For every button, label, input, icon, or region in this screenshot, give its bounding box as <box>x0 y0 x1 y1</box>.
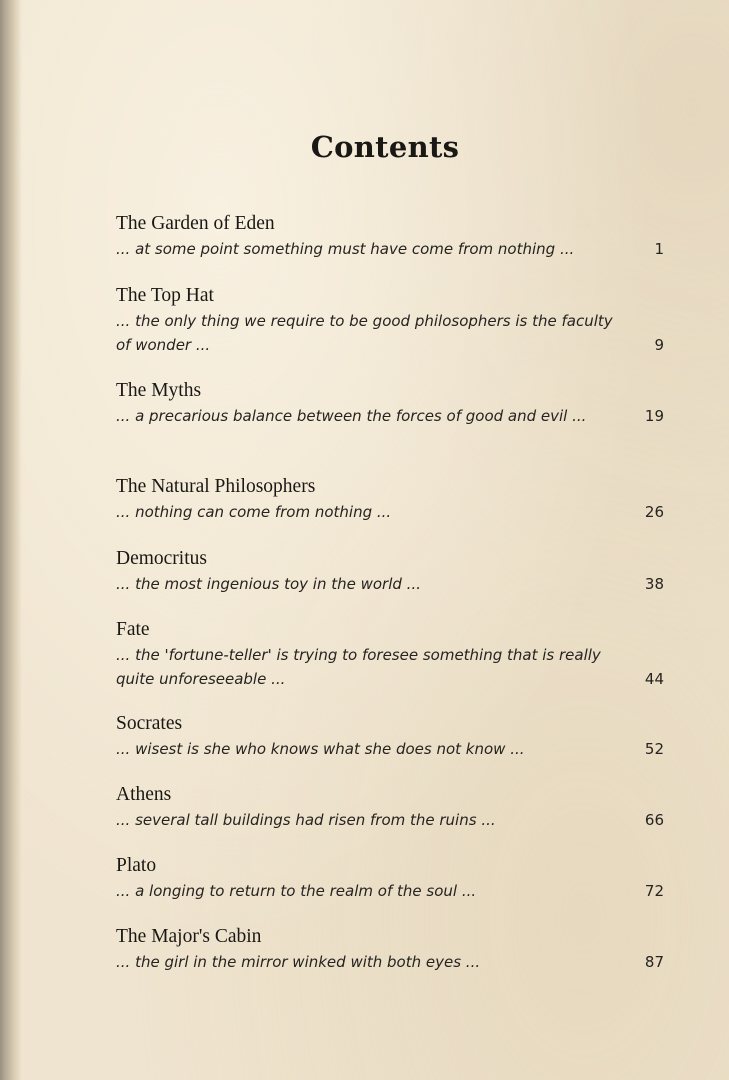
chapter-quote: ... nothing can come from nothing ... <box>116 503 392 521</box>
chapter-title: Socrates <box>116 713 183 734</box>
page-number: 1 <box>654 240 664 258</box>
page-number: 52 <box>644 740 664 758</box>
page-number: 44 <box>644 670 664 688</box>
page-number: 9 <box>654 336 664 354</box>
page-title: Contents <box>310 130 460 164</box>
chapter-quote: ... the girl in the mirror winked with both eyes ... <box>116 953 481 971</box>
page-number: 72 <box>644 882 664 900</box>
chapter-quote: ... at some point something must have come from nothing ... <box>116 240 575 258</box>
chapter-title: Democritus <box>116 548 207 569</box>
toc-entry <box>116 854 664 903</box>
chapter-title: The Top Hat <box>116 285 214 306</box>
toc-entry <box>116 547 664 596</box>
chapter-title: The Major's Cabin <box>116 926 262 947</box>
toc-entry <box>116 925 664 974</box>
chapter-quote: ... a longing to return to the realm of the soul ... <box>116 882 477 900</box>
page-number: 26 <box>644 503 664 521</box>
toc-entry <box>116 618 664 691</box>
toc-entry <box>116 783 664 832</box>
page-number: 87 <box>644 953 664 971</box>
toc-entry <box>116 212 664 261</box>
chapter-title: The Natural Philosophers <box>116 476 316 497</box>
page-number: 19 <box>644 407 664 425</box>
page-number: 66 <box>644 811 664 829</box>
chapter-title: Plato <box>116 855 157 876</box>
chapter-title: Athens <box>116 784 172 805</box>
toc-entry <box>116 712 664 761</box>
chapter-title: The Myths <box>116 380 202 401</box>
chapter-quote: ... several tall buildings had risen from the ruins ... <box>116 811 496 829</box>
chapter-quote: ... the 'fortune-teller' is trying to foresee something that is really quite unforeseeable ... <box>116 646 601 688</box>
toc-entry <box>116 379 664 428</box>
chapter-quote: ... a precarious balance between the forces of good and evil ... <box>116 407 587 425</box>
chapter-title: The Garden of Eden <box>116 213 275 234</box>
chapter-title: Fate <box>116 619 150 640</box>
chapter-quote: ... the most ingenious toy in the world ... <box>116 575 421 593</box>
toc-entry <box>116 284 664 357</box>
chapter-quote: ... wisest is she who knows what she does not know ... <box>116 740 525 758</box>
chapter-quote: ... the only thing we require to be good philosophers is the faculty of wonder ... <box>116 312 613 354</box>
toc-entry <box>116 475 664 524</box>
page-number: 38 <box>644 575 664 593</box>
